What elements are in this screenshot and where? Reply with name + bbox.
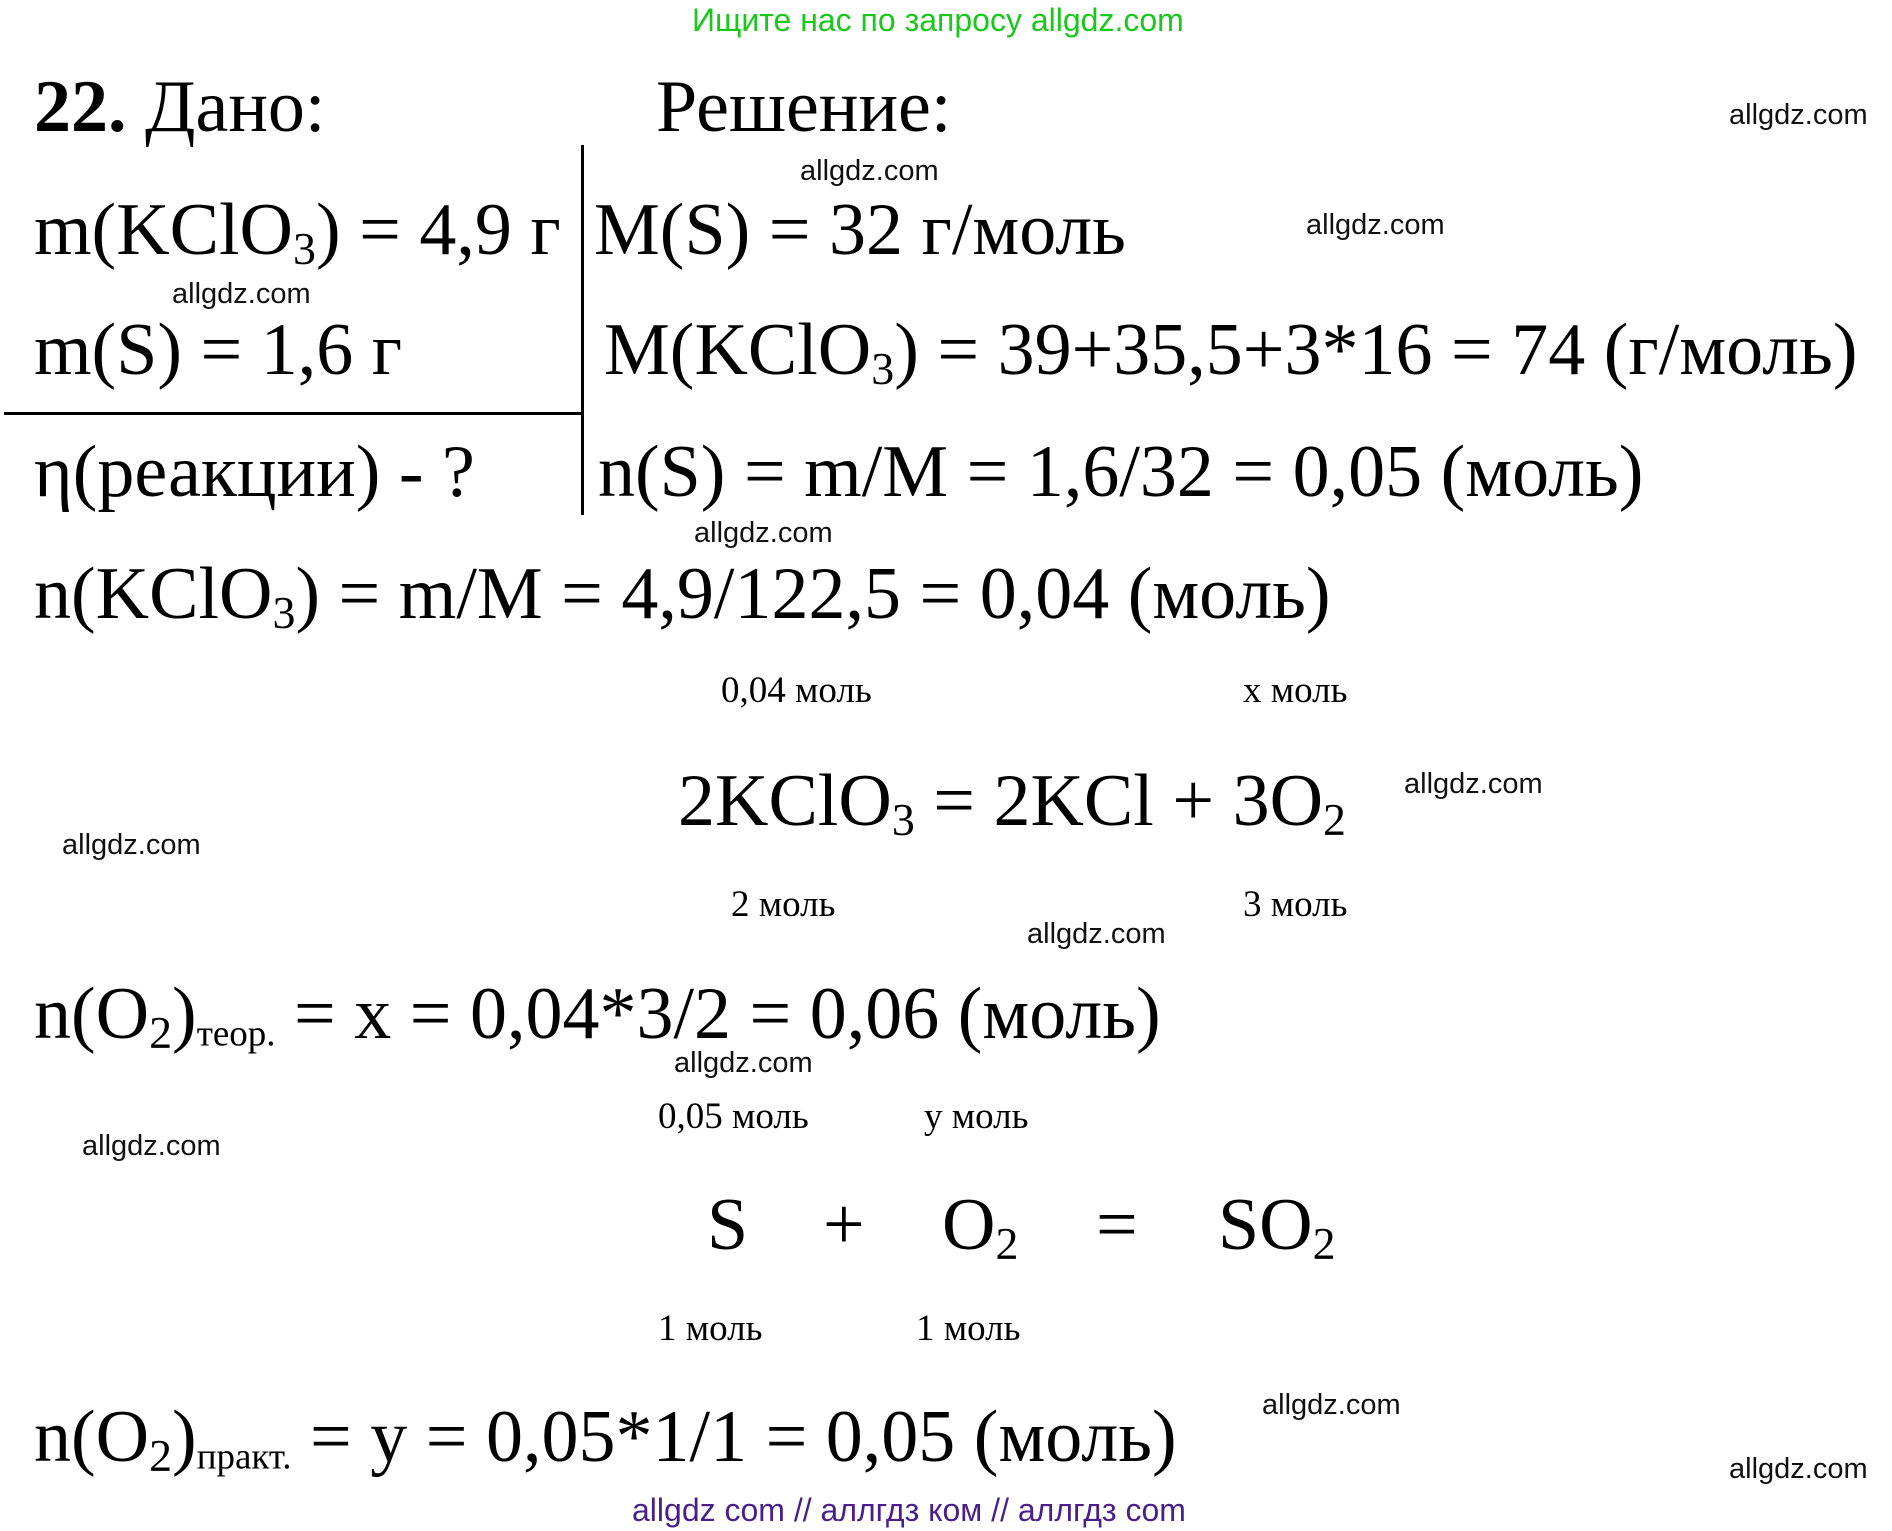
given-title: Дано: [145, 66, 326, 148]
reaction1-above-left: 0,04 моль [721, 670, 872, 711]
solution-molar-mass-s: M(S) = 32 г/моль [594, 189, 1126, 271]
reaction2-above-right: y моль [924, 1096, 1029, 1137]
reaction2-so2: $SO_2$ [1218, 1184, 1336, 1270]
watermark: allgdz.com [1027, 918, 1166, 950]
watermark: allgdz.com [1262, 1389, 1401, 1421]
given-divider-vertical [581, 145, 584, 515]
watermark: allgdz.com [1729, 1453, 1868, 1485]
watermark: allgdz.com [172, 278, 311, 310]
solution-molar-mass-kclo3: M(KClO$_3$) = 39+35,5+3*16 = 74 (г/моль) [604, 309, 1858, 395]
given-find: η(реакции) - ? [34, 431, 475, 513]
reaction2-equals: = [1096, 1184, 1138, 1266]
reaction2-above-left: 0,05 моль [658, 1096, 809, 1137]
watermark: allgdz.com [1404, 768, 1543, 800]
reaction2-below-left: 1 моль [658, 1308, 763, 1349]
solution-title: Решение: [656, 66, 952, 148]
solution-n-s: n(S) = m/M = 1,6/32 = 0,05 (моль) [598, 431, 1644, 513]
reaction2-o2: $O_2$ [942, 1184, 1019, 1270]
reaction2-s: S [707, 1184, 749, 1266]
given-m-kclo3: m(KClO$_3$) = 4,9 г [34, 189, 561, 275]
bottom-banner: allgdz com // аллгдз ком // аллгдз com [632, 1492, 1186, 1528]
watermark: allgdz.com [1729, 99, 1868, 131]
given-m-s: m(S) = 1,6 г [34, 309, 403, 391]
problem-header [34, 66, 326, 148]
reaction1-above-right: x моль [1243, 670, 1348, 711]
top-banner: Ищите нас по запросу allgdz.com [692, 2, 1184, 38]
problem-number: 22. [34, 66, 127, 148]
watermark: allgdz.com [62, 829, 201, 861]
reaction1-below-left: 2 моль [731, 884, 836, 925]
reaction2-below-right: 1 моль [916, 1308, 1021, 1349]
n-o2-theoretical: $n(O_2)теор$. = x = 0,04*3/2 = 0,06 (моль) [34, 973, 1161, 1059]
watermark: allgdz.com [800, 155, 939, 187]
watermark: allgdz.com [674, 1047, 813, 1079]
reaction1-below-right: 3 моль [1243, 884, 1348, 925]
reaction2-plus: + [823, 1184, 865, 1266]
n-o2-practical: $n(O_2)практ$. = y = 0,05*1/1 = 0,05 (моль) [34, 1396, 1177, 1482]
watermark: allgdz.com [694, 517, 833, 549]
watermark: allgdz.com [1306, 209, 1445, 241]
reaction1-equation: 2KClO$_3$ = $2KCl + 3O_2$ [678, 760, 1346, 846]
solution-n-kclo3: n(KClO$_3$) = m/M = 4,9/122,5 = 0,04 (моль) [34, 553, 1331, 639]
given-divider-horizontal [4, 412, 582, 415]
watermark: allgdz.com [82, 1130, 221, 1162]
